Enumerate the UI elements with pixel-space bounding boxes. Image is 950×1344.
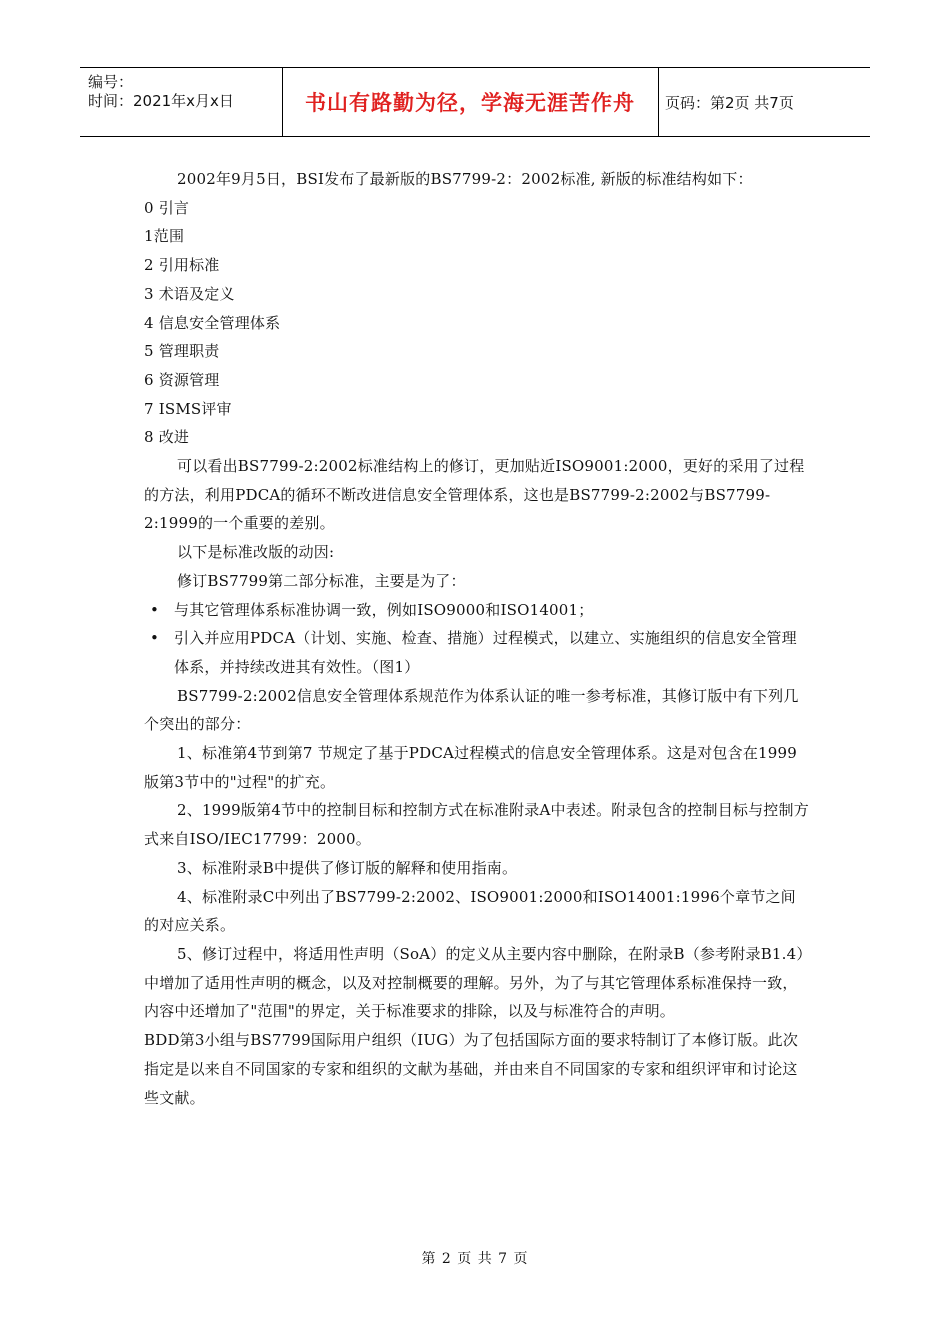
date-label: 时间：2021年x月x日 bbox=[88, 92, 234, 110]
toc-item: 1范围 bbox=[144, 227, 185, 246]
page-footer: 第 2 页 共 7 页 bbox=[421, 1251, 529, 1267]
purpose-intro: 修订BS7799第二部分标准，主要是为了： bbox=[177, 571, 466, 590]
numbered-item: 2、1999版第4节中的控制目标和控制方式在标准附录A中表述。附录包含的控制目标与控制方式来自ISO/IEC17799：2000。 bbox=[144, 801, 809, 849]
closing-paragraph: BDD第3小组与BS7799国际用户组织（IUG）为了包括国际方面的要求特制订了本修订版。此次指定是以来自不同国家的专家和组织的文献为基础，并由来自不同国家的专家和组织评审和讨论这些文献。 bbox=[144, 1031, 799, 1107]
toc-item: 5 管理职责 bbox=[144, 342, 220, 361]
toc-item: 7 ISMS评审 bbox=[144, 399, 232, 418]
toc-item: 2 引用标准 bbox=[144, 256, 220, 275]
header-page-info: 页码：第2页 共7页 bbox=[665, 93, 794, 112]
toc-item: 3 术语及定义 bbox=[144, 284, 235, 303]
toc-item: 0 引言 bbox=[144, 198, 190, 217]
toc-item: 6 资源管理 bbox=[144, 370, 220, 389]
toc-item: 4 信息安全管理体系 bbox=[144, 313, 281, 332]
document-body bbox=[144, 165, 810, 1112]
highlights-intro: BS7799-2:2002信息安全管理体系规范作为体系认证的唯一参考标准，其修订版中有下列几个突出的部分： bbox=[144, 686, 799, 734]
toc-item: 8 改进 bbox=[144, 428, 190, 447]
numbered-item: 4、标准附录C中列出了BS7799-2:2002、ISO9001:2000和ISO14001:1996个章节之间的对应关系。 bbox=[144, 887, 796, 935]
number-label: 编号： bbox=[88, 73, 134, 91]
bullet-item bbox=[144, 596, 810, 625]
header-meta bbox=[80, 68, 283, 136]
page-header bbox=[80, 67, 870, 137]
header-motto: 书山有路勤为径，学海无涯苦作舟 bbox=[282, 68, 659, 136]
numbered-item: 3、标准附录B中提供了修订版的解释和使用指南。 bbox=[177, 858, 518, 877]
bullet-dot-icon: • bbox=[150, 629, 160, 648]
bullet-text: 引入并应用PDCA（计划、实施、检查、措施）过程模式，以建立、实施组织的信息安全管理体系，并持续改进其有效性。（图1） bbox=[174, 629, 797, 676]
motives-intro: 以下是标准改版的动因: bbox=[177, 543, 335, 562]
intro-paragraph: 2002年9月5日，BSI发布了最新版的BS7799-2：2002标准, 新版的标准结构如下： bbox=[177, 170, 753, 188]
pdca-paragraph: 可以看出BS7799-2:2002标准结构上的修订，更加贴近ISO9001:2000，更好的采用了过程的方法，利用PDCA的循环不断改进信息安全管理体系，这也是BS7799-2:2002与BS7799-2:1999的一个重要的差别。 bbox=[144, 457, 805, 533]
bullet-dot-icon: • bbox=[150, 600, 160, 619]
bullet-text: 与其它管理体系标准协调一致，例如ISO9000和ISO14001； bbox=[174, 600, 594, 619]
numbered-item: 5、修订过程中，将适用性声明（SoA）的定义从主要内容中删除，在附录B（参考附录B1.4）中增加了适用性声明的概念，以及对控制概要的理解。另外，为了与其它管理体系标准保持一致，内容中还增加了"范围"的界定，关于标准要求的排除，以及与标准符合的声明。 bbox=[144, 944, 805, 1021]
numbered-item: 1、标准第4节到第7 节规定了基于PDCA过程模式的信息安全管理体系。这是对包含在1999版第3节中的"过程"的扩充。 bbox=[144, 744, 798, 791]
bullet-item bbox=[144, 624, 810, 681]
